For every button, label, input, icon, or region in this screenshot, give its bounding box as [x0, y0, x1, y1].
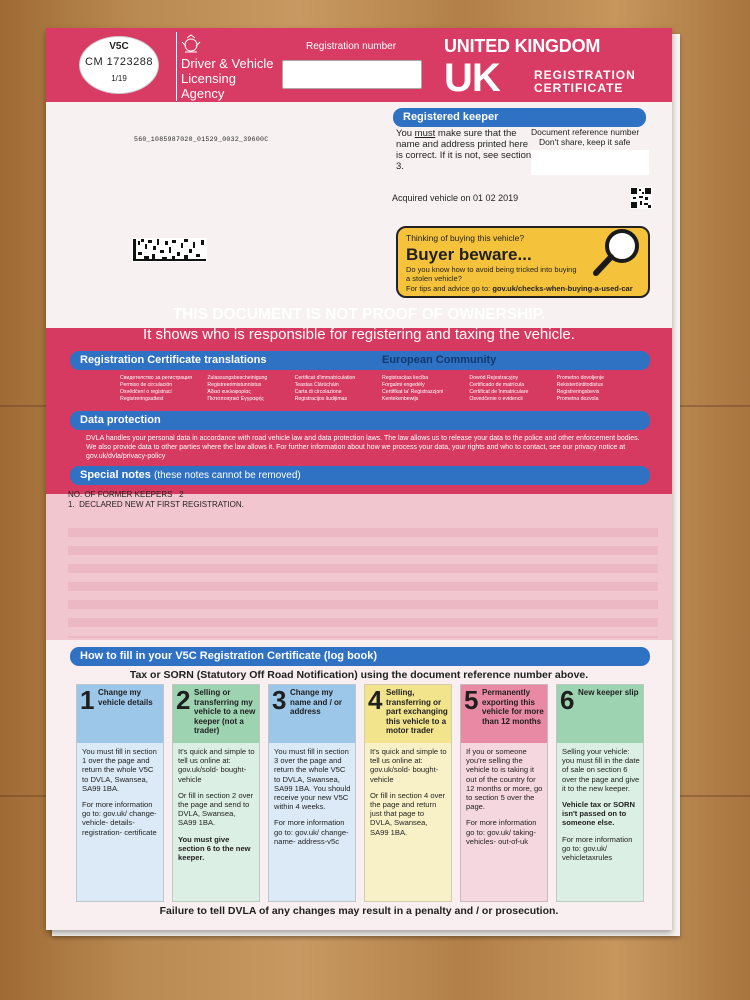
buyer-question: Thinking of buying this vehicle?	[406, 233, 525, 243]
registration-label: Registration number	[306, 41, 397, 52]
european-community-label: European Community	[382, 354, 497, 366]
registered-keeper-tab: Registered keeper	[393, 108, 646, 127]
form-serial: CM 1723288	[85, 56, 153, 68]
translation-item: Kentekenbewijs	[382, 396, 419, 402]
translation-item: Registreerimistunnistus	[207, 382, 262, 388]
instruction-cards	[76, 684, 646, 902]
translation-item: Permiso de circulación	[120, 382, 173, 388]
translation-item: Rekisteröintitodistus	[556, 382, 604, 388]
translations-tab: Registration Certificate translations European Community	[70, 351, 650, 370]
document-reference-field	[531, 150, 649, 175]
translation-item: Carta di circolazione	[294, 389, 342, 395]
form-code: V5C	[109, 41, 129, 52]
translation-item: Registracijas liecība	[382, 375, 429, 381]
translation-item: Dowód Rejestracyjny	[469, 375, 519, 381]
magnifying-glass-icon	[586, 226, 648, 282]
special-notes-tab: Special notes (these notes cannot be removed)	[70, 466, 650, 485]
show-through-print	[68, 528, 658, 638]
translation-item: Certificat de înmatriculare	[469, 389, 529, 395]
translation-item: Certifikat ta' Reġistrazzjoni	[382, 389, 444, 395]
translation-item: Forgalmi engedély	[382, 382, 425, 388]
registration-number-field	[282, 60, 422, 89]
card-change-name-address: 3 Change my name and / or address You must fill in section 3 over the page and return the whole V5C to DVLA, Swansea, SA99 1BA. You should receive your new V5C within 4 weeks. For more information go to: gov.uk/ change-name- address-v5c	[268, 684, 356, 902]
translation-item: Registreringsbevis	[556, 389, 600, 395]
buyer-tips: For tips and advice go to: gov.uk/checks-when-buying-a-used-car	[406, 284, 633, 293]
card-change-vehicle-details: 1 Change my vehicle details You must fill in section 1 over the page and return the whole V5C to DVLA, Swansea, SA99 1BA. For more information go to: gov.uk/ change-vehicle- details-registration- certificate	[76, 684, 164, 902]
buyer-tips-link: gov.uk/checks-when-buying-a-used-car	[492, 284, 633, 293]
certificate-type: REGISTRATION CERTIFICATE	[534, 68, 636, 95]
buyer-text: Do you know how to avoid being tricked into buying a stolen vehicle?	[406, 265, 577, 283]
penalty-warning: Failure to tell DVLA of any changes may result in a penalty and / or prosecution.	[159, 905, 559, 917]
card-new-keeper-slip: 6 New keeper slip Selling your vehicle: you must fill in the date of sale on section 6 over the page and give it to the new keeper. Vehicle tax or SORN isn't passed on to someone else. For more information go to: gov.uk/ vehicletaxrules	[556, 684, 644, 902]
translation-item: Άδεια κυκλοφορίας	[207, 389, 251, 395]
document-reference-label: Document reference number Don't share, keep it safe	[531, 127, 640, 147]
translation-item: Certificado de matrícula	[469, 382, 525, 388]
buyer-beware-panel	[396, 226, 650, 298]
translation-item: Prometna dozvola	[556, 396, 599, 402]
translation-item: Certificat d'immatriculation	[294, 375, 356, 381]
form-badge	[79, 36, 159, 94]
tax-sorn-notice: Tax or SORN (Statutory Off Road Notification) using the document reference number above.	[129, 669, 589, 681]
data-protection-tab: Data protection	[70, 411, 650, 430]
translation-item: Registracijos liudijimas	[294, 396, 348, 402]
acquired-date: Acquired vehicle on 01 02 2019	[392, 193, 519, 203]
special-notes-text: NO. OF FORMER KEEPERS 2 1. DECLARED NEW AT FIRST REGISTRATION.	[68, 490, 244, 509]
country-title: UNITED KINGDOM	[444, 36, 601, 56]
translation-item: Osvedčenie o evidencii	[469, 396, 523, 402]
translation-item: Zulassungsbescheinigung	[207, 375, 268, 381]
card-motor-trader: 4 Selling, transferring or part exchanging this vehicle to a motor trader It's quick and simple to tell us online at: gov.uk/sold- bought-vehicle Or fill in section 4 over the page and return just that page to DVLA, Swansea, SA99 1BA.	[364, 684, 452, 902]
ownership-warning: THIS DOCUMENT IS NOT PROOF OF OWNERSHIP.	[172, 306, 546, 323]
translation-item: Prometno dovoljenje	[556, 375, 604, 381]
how-to-fill-tab: How to fill in your V5C Registration Certificate (log book)	[70, 647, 650, 666]
translation-item: Registreringsattest	[120, 396, 164, 402]
ownership-subtext: It shows who is responsible for registering and taxing the vehicle.	[143, 326, 575, 343]
reference-code: 560_1085987020_01529_0032_39600C	[134, 136, 269, 143]
keeper-instructions: You must make sure that the name and address printed here is correct. If it is not, see section 3.	[396, 128, 532, 172]
translation-item: Teastas Clárúcháin	[294, 382, 339, 388]
translation-item: Πιστοποιητικό Εγγραφής	[207, 396, 265, 402]
data-protection-text: DVLA handles your personal data in accordance with road vehicle law and data protection laws. The law allows us to release your data to the police and other enforcement bodies. We also provide data to other parties where the law allows it. For further information about how we process your data, your rights and who to contact, see our privacy notice at gov.uk/dvla/privacy-policy	[86, 435, 640, 460]
card-exporting-vehicle: 5 Permanently exporting this vehicle for more than 12 months If you or someone you're selling the vehicle to is taking it out of the country for 12 months or more, go to section 5 over the page. For more information go to: gov.uk/ taking-vehicles- out-of-uk	[460, 684, 548, 902]
translation-item: Свидетелство за регистрация	[120, 375, 192, 381]
v5c-document	[46, 28, 672, 930]
translations-grid	[120, 375, 640, 403]
translation-item: Osvědčení o registraci	[120, 389, 172, 395]
qr-code-icon	[630, 187, 652, 209]
certificate-title	[444, 36, 636, 100]
uk-mark: UK	[444, 56, 500, 100]
data-matrix-barcode-icon	[132, 238, 207, 262]
card-selling-to-keeper: 2 Selling or transferring my vehicle to a new keeper (not a trader) It's quick and simple to tell us online at: gov.uk/sold- bought-vehicle Or fill in section 2 over the page and send to DVLA, Swansea, SA99 1BA. You must give section 6 to the new keeper.	[172, 684, 260, 902]
agency-name: Driver & Vehicle Licensing Agency	[176, 32, 273, 101]
form-version: 1/19	[111, 74, 127, 84]
buyer-heading: Buyer beware...	[406, 245, 532, 264]
